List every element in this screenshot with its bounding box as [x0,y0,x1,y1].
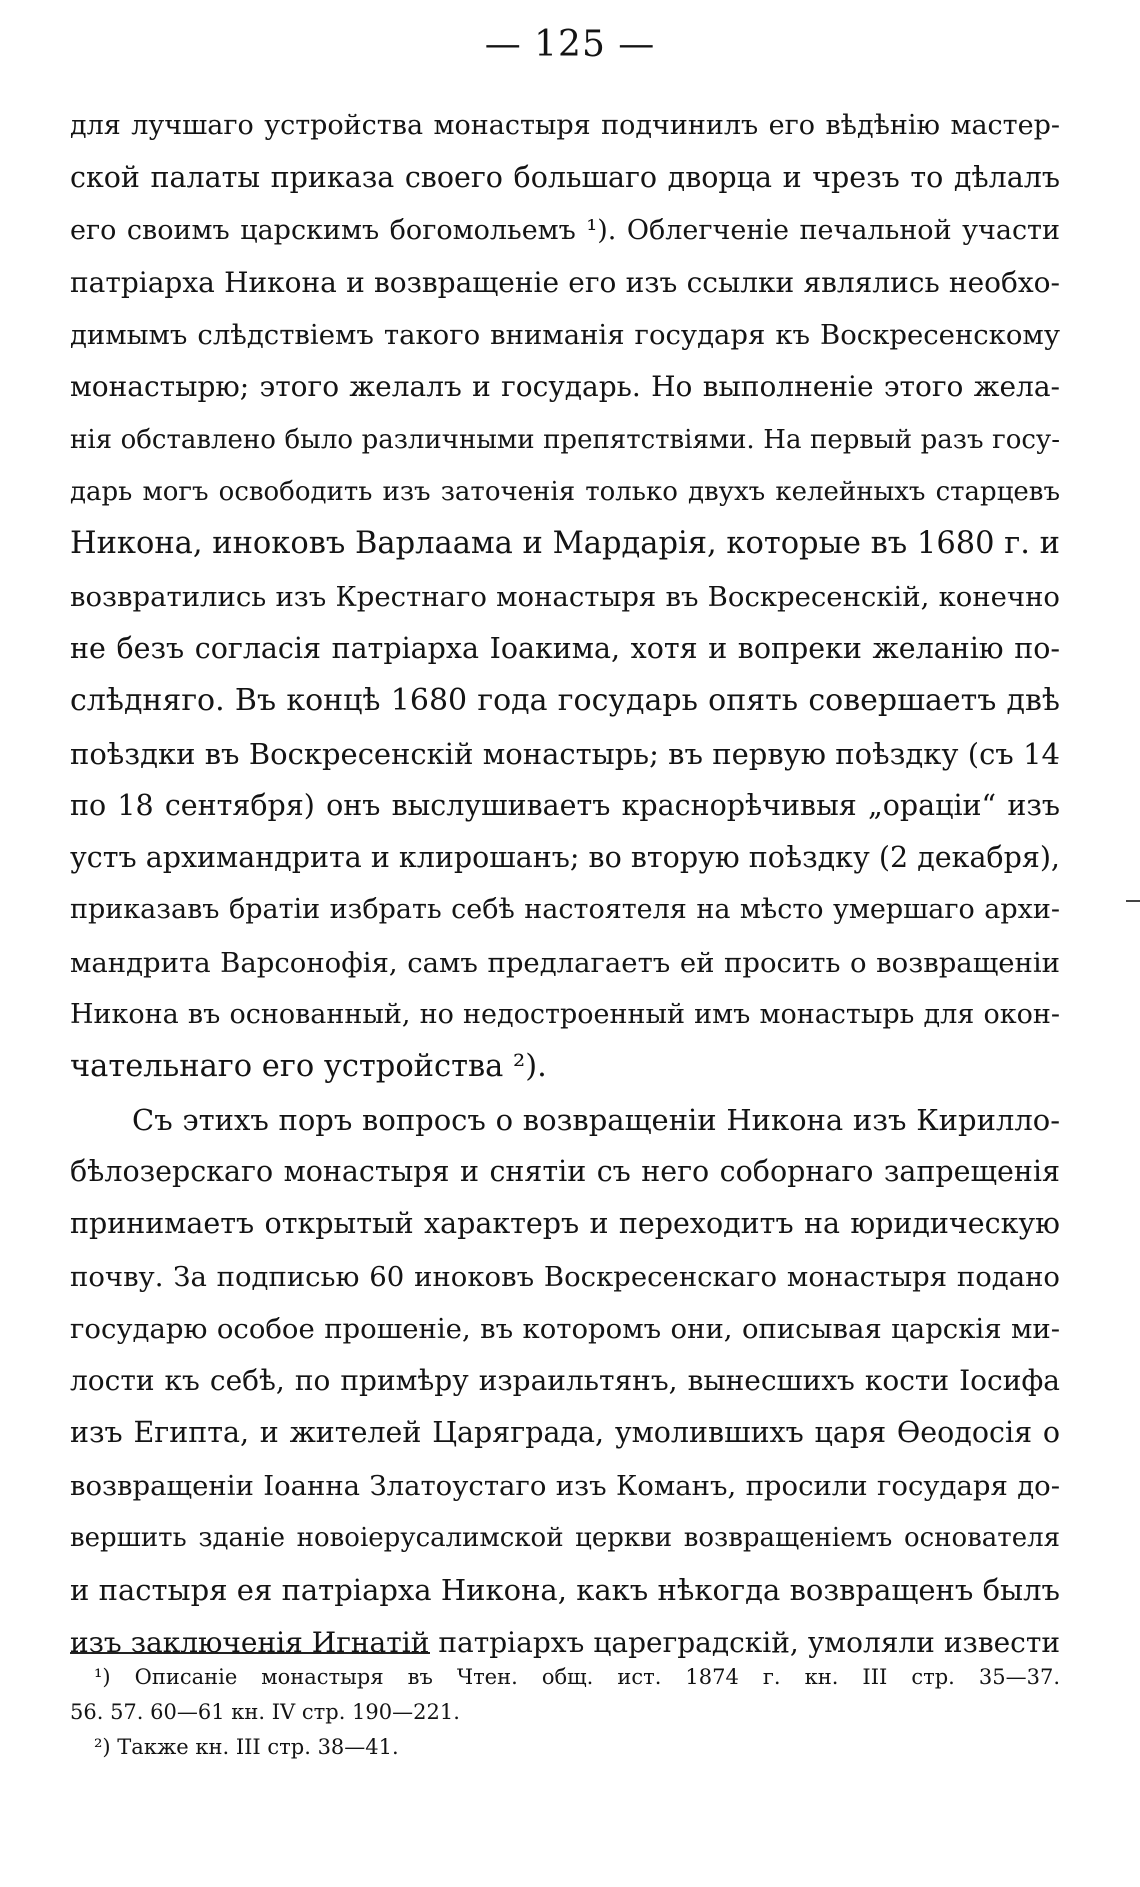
text-line: изъ заключенія Игнатій патріархъ цареградскій, умоляли извести [70,1625,1060,1659]
page-number: — 125 — [484,24,656,65]
text-line: лости къ себѣ, по примѣру израильтянъ, вынесшихъ кости Іосифа [70,1364,1060,1398]
text-line: димымъ слѣдствіемъ такого вниманія государя къ Воскресенскому [70,319,1060,352]
text-line: изъ Египта, и жителей Царяграда, умолившихъ царя Ѳеодосія о [70,1416,1060,1450]
text-line: ской палаты приказа своего большаго дворца и чрезъ то дѣлалъ [70,161,1060,195]
text-line: для лучшаго устройства монастыря подчинилъ его вѣдѣнію мастер- [70,110,1060,141]
footnote-1: ¹) Описаніе монастыря въ Чтен. общ. ист. 1874 г. кн. III стр. 35—37. [94,1665,1060,1689]
footnotes [70,1660,1060,1765]
text-line: нія обставлено было различными препятствіями. На первый разъ госу- [70,424,1060,455]
text-line: мандрита Варсонофія, самъ предлагаетъ ей просить о возвращеніи [70,946,1060,979]
text-line: патріарха Никона и возвращеніе его изъ ссылки являлись необхо- [70,265,1060,299]
paragraph-first-line: Съ этихъ поръ вопросъ о возвращеніи Никона изъ Кирилло- [132,1102,1060,1137]
text-line: государю особое прошеніе, въ которомъ они, описывая царскія ми- [70,1312,1060,1345]
text-line: его своимъ царскимъ богомольемъ ¹). Облегченіе печальной участи [70,214,1060,246]
text-line: возвратились изъ Крестнаго монастыря въ Воскресенскій, конечно [70,580,1060,613]
footnote-1-continued: 56. 57. 60—61 кн. IV стр. 190—221. [70,1700,460,1724]
text-line: Никона, иноковъ Варлаама и Мардарія, которые въ 1680 г. и [70,526,1060,562]
footnote-divider [70,1652,430,1654]
text-line: не безъ согласія патріарха Іоакима, хотя и вопреки желанію по- [70,631,1060,665]
margin-mark [1126,900,1140,902]
text-line: Никона въ основанный, но недостроенный имъ монастырь для окон- [70,999,1060,1031]
text-line: дарь могъ освободить изъ заточенія только двухъ келейныхъ старцевъ [70,477,1060,508]
text-line: и пастыря ея патріарха Никона, какъ нѣкогда возвращенъ былъ [70,1573,1060,1608]
text-line: слѣдняго. Въ концѣ 1680 года государь опять совершаетъ двѣ [70,683,1060,719]
text-line: почву. За подписью 60 иноковъ Воскресенскаго монастыря подано [70,1260,1060,1293]
text-line: возвращеніи Іоанна Златоустаго изъ Команъ, просили государя до- [70,1469,1060,1502]
footnote-2: ²) Также кн. III стр. 38—41. [94,1735,399,1759]
text-line: бѣлозерскаго монастыря и снятіи съ него соборнаго запрещенія [70,1154,1060,1188]
text-line: вершить зданіе новоіерусалимской церкви возвращеніемъ основателя [70,1523,1060,1554]
text-line: принимаетъ открытый характеръ и переходитъ на юридическую [70,1207,1060,1241]
text-line: устъ архимандрита и клирошанъ; во вторую поѣздку (2 декабря), [70,841,1060,875]
text-line: монастырю; этого желалъ и государь. Но выполненіе этого жела- [70,370,1060,404]
text-line: по 18 сентября) онъ выслушиваетъ краснорѣчивыя „ораціи“ изъ [70,788,1060,822]
text-line: приказавъ братіи избрать себѣ настоятеля на мѣсто умершаго архи- [70,894,1060,926]
main-text [70,100,1060,1669]
text-line: чательнаго его устройства ²). [70,1049,547,1085]
text-line: поѣздки въ Воскресенскій монастырь; въ первую поѣздку (съ 14 [70,736,1060,771]
